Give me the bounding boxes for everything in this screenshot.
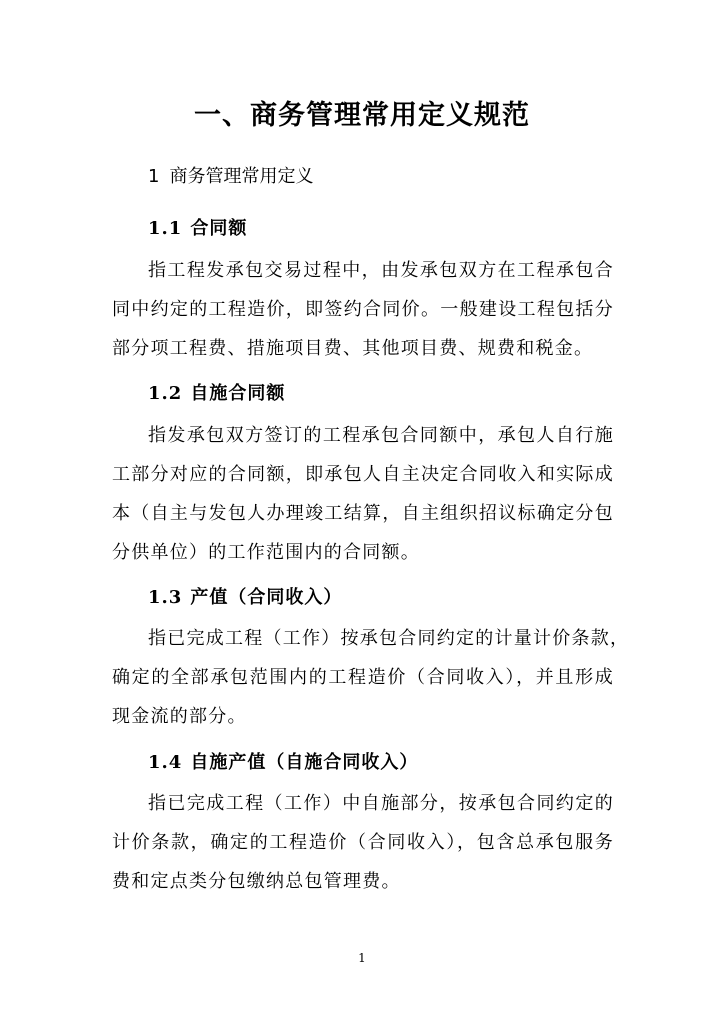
- item-paragraph-1-1: [112, 251, 614, 368]
- section-number: 1: [148, 166, 160, 187]
- paragraph-line: 计价条款，确定的工程造价（合同收入），包含总承包服务: [112, 832, 614, 853]
- section-heading: [148, 164, 313, 190]
- section-title: 商务管理常用定义: [169, 166, 314, 187]
- item-paragraph-1-3: [112, 619, 630, 736]
- page-number: 1: [358, 951, 366, 965]
- paragraph-line: 现金流的部分。: [112, 706, 247, 727]
- paragraph-line: 指已完成工程（工作）中自施部分，按承包合同约定的: [148, 793, 614, 814]
- paragraph-line: 指发承包双方签订的工程承包合同额中，承包人自行施: [148, 425, 614, 446]
- paragraph-line: 部分项工程费、措施项目费、其他项目费、规费和税金。: [112, 338, 594, 359]
- item-heading-text: 自施产值（自施合同收入）: [190, 752, 419, 773]
- paragraph-line: 本（自主与发包人办理竣工结算，自主组织招议标确定分包: [112, 503, 614, 524]
- document-title: 一、商务管理常用定义规范: [194, 100, 530, 131]
- paragraph-line: 费和定点类分包缴纳总包管理费。: [112, 871, 401, 892]
- paragraph-line: 同中约定的工程造价，即签约合同价。一般建设工程包括分: [112, 299, 614, 320]
- item-number: 1.1: [148, 218, 183, 239]
- item-number: 1.4: [148, 752, 183, 773]
- item-number: 1.3: [148, 587, 183, 608]
- item-heading-1-4: [148, 750, 418, 776]
- item-heading-text: 合同额: [190, 218, 248, 239]
- item-heading-1-1: [148, 216, 247, 242]
- item-heading-1-3: [148, 585, 342, 611]
- paragraph-line: 确定的全部承包范围内的工程造价（合同收入），并且形成: [112, 667, 614, 688]
- item-paragraph-1-4: [112, 784, 614, 901]
- item-heading-1-2: [148, 381, 285, 407]
- item-heading-text: 产值（合同收入）: [190, 587, 343, 608]
- paragraph-line: 分供单位）的工作范围内的合同额。: [112, 542, 420, 563]
- paragraph-line: 指工程发承包交易过程中，由发承包双方在工程承包合: [148, 260, 614, 281]
- paragraph-line: 工部分对应的合同额，即承包人自主决定合同收入和实际成: [112, 464, 614, 485]
- paragraph-line: 指已完成工程（工作）按承包合同约定的计量计价条款，: [148, 628, 630, 649]
- item-paragraph-1-2: [112, 416, 614, 572]
- item-heading-text: 自施合同额: [190, 383, 286, 404]
- item-number: 1.2: [148, 383, 183, 404]
